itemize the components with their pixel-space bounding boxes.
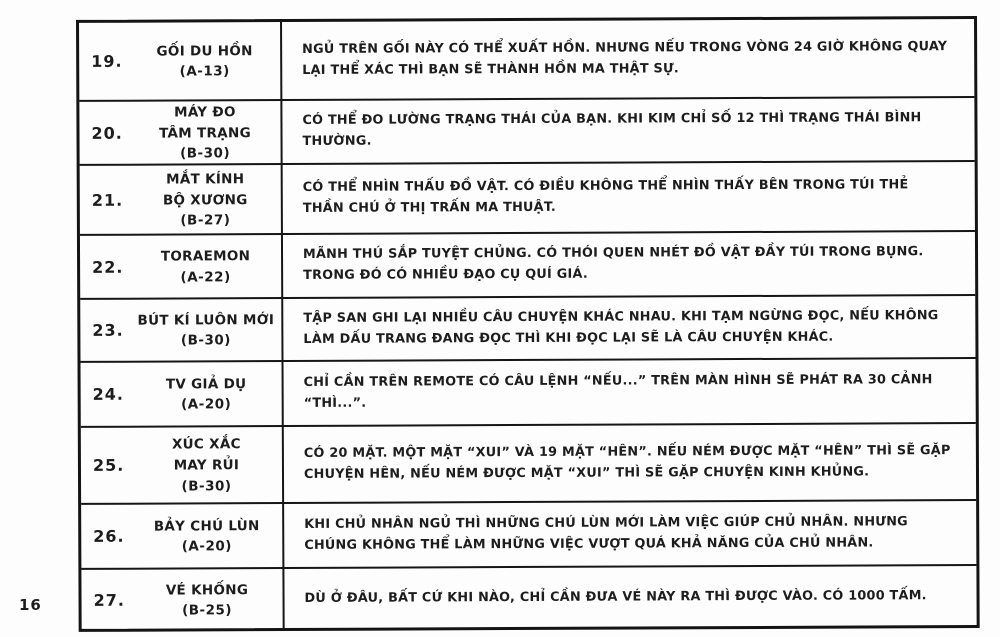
row-number: 27.: [93, 590, 125, 610]
gadget-description: CÓ 20 MẶT. MỘT MẶT “XUI” VÀ 19 MẶT “HÊN”. NẾU NÉM ĐƯỢC MẶT “HÊN” THÌ SẼ GẶP CHUYỆN HÊN, NẾU NÉM ĐƯỢC MẶT “XUI” THÌ SẼ GẶP CHUYỆN KINH KHỦNG.: [303, 442, 951, 482]
row-number: 19.: [91, 51, 123, 71]
gadget-description: CÓ THỂ ĐO LƯỜNG TRẠNG THÁI CỦA BẠN. KHI KIM CHỈ SỐ 12 THÌ TRẠNG THÁI BÌNH THƯỜNG.: [302, 110, 922, 149]
gadget-description: KHI CHỦ NHÂN NGỦ THÌ NHỮNG CHÚ LÙN MỚI LÀM VIỆC GIÚP CHỦ NHÂN. NHƯNG CHÚNG KHÔNG THỂ LÀM NHỮNG VIỆC VƯỢT QUÁ KHẢ NĂNG CỦA CHỦ NHÂN.: [304, 514, 908, 553]
gadget-name-cell: [80, 235, 283, 298]
gadget-code: (A-22): [180, 268, 231, 285]
gadget-name-cell: [79, 22, 282, 100]
table-row: [81, 422, 976, 503]
table-row: [80, 160, 975, 234]
gadget-name: BÚT KÍ LUÔN MỚI: [137, 311, 275, 329]
table-row: [81, 564, 976, 631]
page-number: 16: [19, 596, 42, 614]
gadget-name: GỐI DU HỒN: [156, 42, 253, 60]
gadget-name: MẮT KÍNH BỘ XƯƠNG: [162, 170, 248, 209]
gadget-description: CHỈ CẦN TRÊN REMOTE CÓ CÂU LỆNH “NẾU...” TRÊN MÀN HÌNH SẼ PHÁT RA 30 CẢNH “THÌ...”.: [303, 371, 933, 411]
row-number: 24.: [92, 384, 125, 404]
gadget-name-cell: [81, 427, 284, 503]
table-row: [80, 357, 975, 426]
row-number: 23.: [92, 320, 124, 340]
gadget-name: BẢY CHÚ LÙN: [153, 517, 260, 535]
gadget-description: NGỦ TRÊN GỐI NÀY CÓ THỂ XUẤT HỒN. NHƯNG NẾU TRONG VÒNG 24 GIỜ KHÔNG QUAY LẠI THỂ XÁC THÌ BẠN SẼ THÀNH HỒN MA THẬT SỰ.: [302, 38, 948, 78]
gadget-name-cell: [81, 569, 284, 631]
gadget-index-table: [76, 16, 980, 632]
row-number: 26.: [93, 526, 125, 546]
gadget-name: TORAEMON: [160, 248, 251, 265]
gadget-code: (B-25): [182, 602, 233, 619]
table-row: [81, 499, 976, 568]
row-number: 20.: [91, 123, 123, 143]
gadget-code: (A-20): [181, 538, 232, 555]
gadget-name-cell: [81, 362, 284, 426]
gadget-name: MÁY ĐO TÂM TRẠNG: [159, 103, 251, 142]
gadget-description: DÙ Ở ĐÂU, BẤT CỨ KHI NÀO, CHỈ CẦN ĐƯA VÉ NÀY RA THÌ ĐƯỢC VÀO. CÓ 1000 TẤM.: [304, 588, 927, 607]
gadget-code: (A-20): [181, 396, 232, 413]
gadget-description: TẬP SAN GHI LẠI NHIỀU CÂU CHUYỆN KHÁC NHAU. KHI TẠM NGỪNG ĐỌC, NẾU KHÔNG LÀM DẤU TRANG ĐANG ĐỌC THÌ KHI ĐỌC LẠI SẼ LÀ CÂU CHUYỆN KHÁC.: [303, 307, 939, 347]
gadget-name: TV GIẢ DỤ: [165, 375, 247, 393]
gadget-name-cell: [79, 101, 282, 164]
table-row: [79, 19, 974, 100]
row-number: 21.: [91, 190, 124, 210]
gadget-code: (A-13): [179, 63, 230, 80]
gadget-name-cell: [81, 504, 284, 568]
gadget-code: (B-30): [181, 477, 232, 495]
table-row: [80, 230, 975, 298]
row-number: 22.: [92, 257, 124, 277]
table-row: [79, 96, 974, 164]
gadget-name: XÚC XẮC MAY RỦI: [171, 436, 241, 474]
gadget-description: CÓ THỂ NHÌN THẤU ĐỒ VẬT. CÓ ĐIỀU KHÔNG THỂ NHÌN THẤY BÊN TRONG TÚI THẺ THẦN CHÚ Ở THỊ TRẤN MA THUẬT.: [302, 177, 909, 216]
table-row: [80, 294, 975, 361]
row-number: 25.: [92, 455, 125, 475]
gadget-code: (B-30): [180, 332, 231, 349]
gadget-name-cell: [80, 165, 283, 234]
gadget-name: VÉ KHỐNG: [165, 581, 249, 599]
gadget-code: (B-30): [180, 145, 231, 162]
gadget-name-cell: [80, 299, 283, 361]
gadget-code: (B-27): [180, 212, 231, 229]
gadget-description: MÃNH THÚ SẮP TUYỆT CHỦNG. CÓ THÓI QUEN NHÉT ĐỒ VẬT ĐẦY TÚI TRONG BỤNG. TRONG ĐÓ CÓ NHIỀU ĐẠO CỤ QUÍ GIÁ.: [303, 244, 924, 283]
